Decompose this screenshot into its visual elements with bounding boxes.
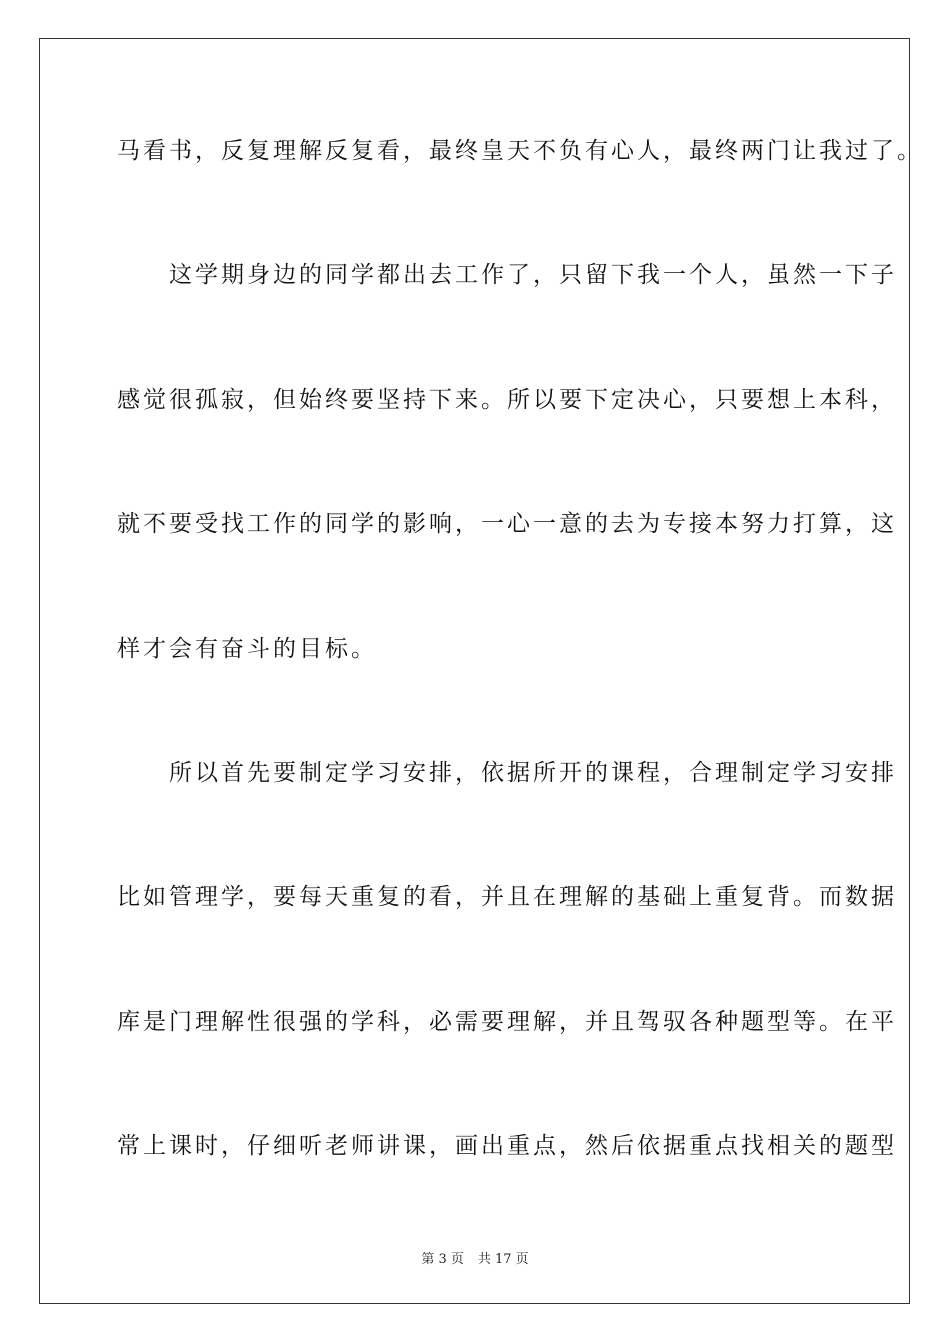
paragraph-line: 比如管理学，要每天重复的看，并且在理解的基础上重复背。而数据 <box>117 884 897 910</box>
paragraph-line: 样才会有奋斗的目标。 <box>117 636 377 662</box>
page-total: 共 17 页 <box>477 1252 529 1267</box>
paragraph-line: 这学期身边的同学都出去工作了，只留下我一个人，虽然一下子 <box>117 262 897 288</box>
paragraph-line: 库是门理解性很强的学科，必需要理解，并且驾驭各种题型等。在平 <box>117 1009 897 1035</box>
paragraph-line: 就不要受找工作的同学的影响，一心一意的去为专接本努力打算，这 <box>117 511 897 537</box>
paragraph-line: 所以首先要制定学习安排，依据所开的课程，合理制定学习安排 <box>117 760 897 786</box>
page-number: 第 3 页 <box>421 1252 464 1267</box>
page-border <box>39 38 910 1304</box>
paragraph-line: 马看书，反复理解反复看，最终皇天不负有心人，最终两门让我过了。 <box>117 138 923 164</box>
paragraph-line: 常上课时，仔细听老师讲课，画出重点，然后依据重点找相关的题型 <box>117 1133 897 1159</box>
paragraph-line: 感觉很孤寂，但始终要坚持下来。所以要下定决心，只要想上本科， <box>117 387 897 413</box>
page-footer <box>0 1248 950 1267</box>
